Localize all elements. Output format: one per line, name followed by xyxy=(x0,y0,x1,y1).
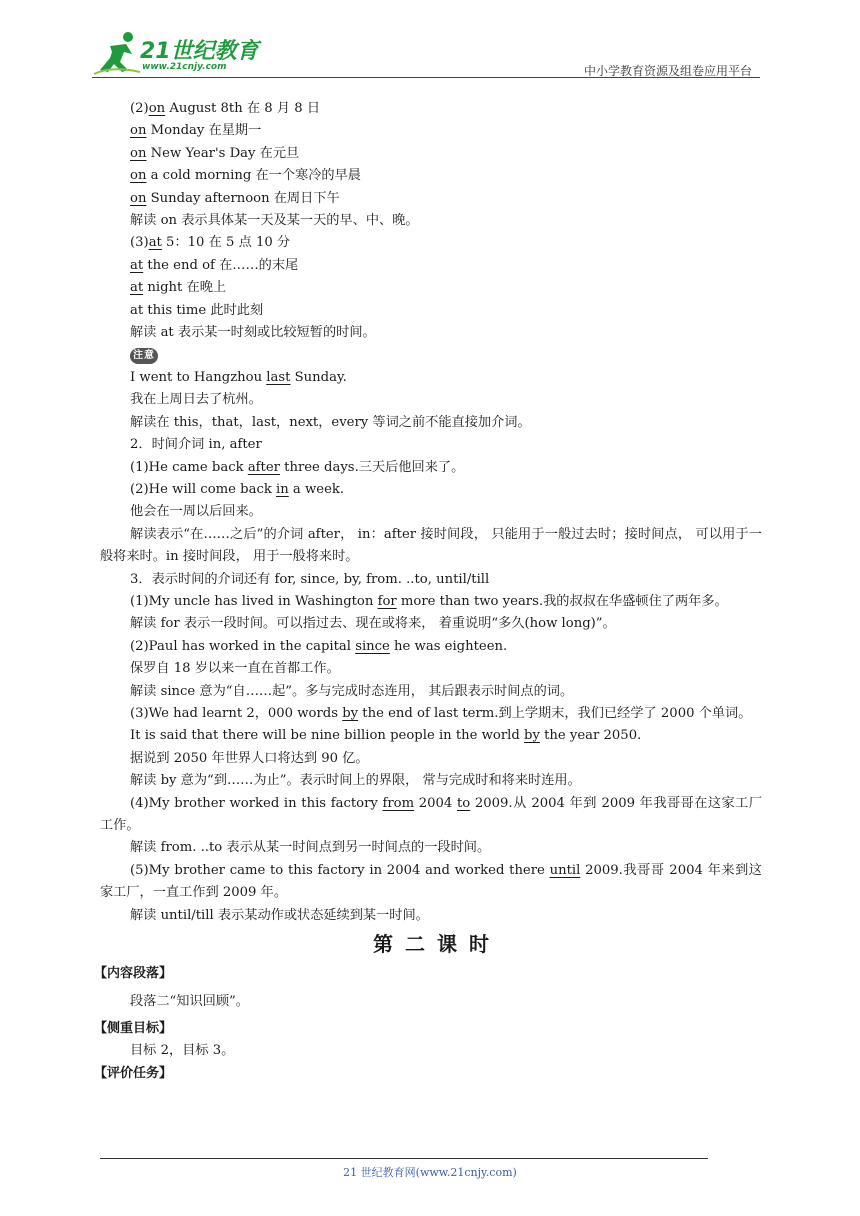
text-line: 保罗自 18 岁以来一直在首都工作。 xyxy=(130,661,340,677)
lesson-title: 第二课时 xyxy=(373,932,501,957)
text-line: (2)on August 8th 在 8 月 8 日 xyxy=(130,101,321,116)
header-divider xyxy=(92,77,760,78)
text-line: I went to Hangzhou last Sunday. xyxy=(130,369,347,385)
paragraph: (5)My brother came to this factory in 2004 and worked there until 2009.我哥哥 2004 年来到这家工厂，一直工作到 2009 年。 xyxy=(100,862,762,901)
text-line: on Monday 在星期一 xyxy=(130,123,262,139)
note-line xyxy=(100,344,762,366)
evaluation-task-heading: 【评价任务】 xyxy=(94,1065,173,1081)
document-body xyxy=(94,98,762,1085)
section-heading: 3．表示时间的介词还有 for, since, by, from. ..to, until/till xyxy=(130,571,490,587)
paragraph: (4)My brother worked in this factory from 2004 to 2009.从 2004 年到 2009 年我哥哥在这家工厂工作。 xyxy=(100,795,762,833)
content-section-heading: 【内容段落】 xyxy=(94,966,173,982)
text-line: 解读 by 意为“到……为止”。表示时间上的界限， 常与完成时和将来时连用。 xyxy=(130,773,581,789)
text-line: 解读 from. ..to 表示从某一时间点到另一时间点的一段时间。 xyxy=(130,840,491,856)
note-badge: 注意 xyxy=(130,348,158,364)
text-line: at the end of 在……的末尾 xyxy=(130,257,299,273)
text-line: 解读 on 表示具体某一天及某一天的早、中、晚。 xyxy=(130,213,419,229)
runner-logo-icon xyxy=(92,28,142,76)
text-line: 解读 until/till 表示某动作或状态延续到某一时间。 xyxy=(130,907,429,923)
focus-goal-heading: 【侧重目标】 xyxy=(94,1020,173,1036)
text-line: (2)He will come back in a week. xyxy=(130,481,345,497)
text-line: 解读在 this，that，last，next，every 等词之前不能直接加介词。 xyxy=(130,414,531,430)
section-heading: 2．时间介词 in, after xyxy=(130,437,262,453)
paragraph: (1)My uncle has lived in Washington for more than two years.我的叔叔在华盛顿住了两年多。 xyxy=(130,593,728,609)
content-section-body: 段落二“知识回顾”。 xyxy=(130,994,249,1010)
text-line: 解读 at 表示某一时刻或比较短暂的时间。 xyxy=(130,325,376,341)
text-line: on New Year's Day 在元旦 xyxy=(130,145,300,161)
text-line: (3)at 5：10 在 5 点 10 分 xyxy=(130,235,291,251)
logo xyxy=(92,28,272,78)
text-line: 据说到 2050 年世界人口将达到 90 亿。 xyxy=(130,750,369,766)
text-line: 解读 for 表示一段时间。可以指过去、现在或将来， 着重说明“多久(how long)”。 xyxy=(130,616,616,632)
logo-text: 21世纪教育 xyxy=(140,39,259,64)
text-line: at night 在晚上 xyxy=(130,280,227,296)
focus-goal-body: 目标 2，目标 3。 xyxy=(130,1043,235,1059)
platform-name: 中小学教育资源及组卷应用平台 xyxy=(583,64,752,78)
text-line: It is said that there will be nine billion people in the world by the year 2050. xyxy=(130,728,642,744)
page-header xyxy=(92,28,760,78)
text-line: (2)Paul has worked in the capital since he was eighteen. xyxy=(130,638,508,654)
text-line: 我在上周日去了杭州。 xyxy=(130,392,262,408)
text-line: (1)He came back after three days.三天后他回来了。 xyxy=(130,459,465,475)
text-line: on a cold morning 在一个寒冷的早晨 xyxy=(130,168,361,184)
text-line: 他会在一周以后回来。 xyxy=(130,504,262,520)
paragraph: 解读表示“在……之后”的介词 after， in：after 接时间段， 只能用于一般过去时；接时间点， 可以用于一般将来时。in 接时间段， 用于一般将来时。 xyxy=(100,526,762,565)
footer-divider xyxy=(100,1158,708,1159)
text-line: on Sunday afternoon 在周日下午 xyxy=(130,190,340,206)
paragraph: (3)We had learnt 2，000 words by the end of last term.到上学期末，我们已经学了 2000 个单词。 xyxy=(130,705,752,721)
footer-text: 21 世纪教育网(www.21cnjy.com) xyxy=(343,1166,517,1179)
logo-url: www.21cnjy.com xyxy=(142,62,227,72)
text-line: at this time 此时此刻 xyxy=(130,302,264,318)
text-line: 解读 since 意为“自……起”。多与完成时态连用， 其后跟表示时间点的词。 xyxy=(130,683,574,699)
